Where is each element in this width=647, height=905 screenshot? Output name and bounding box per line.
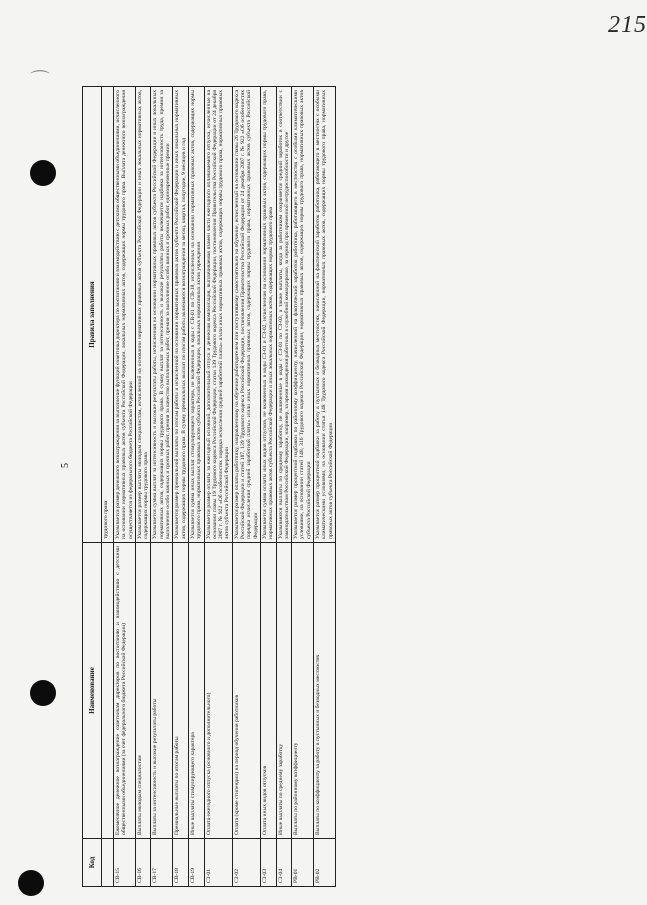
row-name: Оплата иных видов отпусков bbox=[260, 543, 276, 839]
table-row bbox=[260, 87, 276, 887]
pencil-mark-icon: ⌒ bbox=[30, 70, 50, 92]
row-name: Иные выплаты стимулирующего характера bbox=[188, 543, 204, 839]
row-rules: Указывается размер денежного вознаграждения за выполнение функций советника директора по воспитанию и взаимодействию с детскими общественными объединениями, исчисленного на основании нормативных правовых актов субъекта Российской Федерации, локальных нормативных актов, содержащих нормы трудового права. Выплата денежного вознаграждения осуществляется из федерального бюджета Российской Федерации bbox=[114, 87, 136, 543]
row-code: СВ-19 bbox=[188, 839, 204, 887]
continuation-text: трудового права bbox=[102, 87, 114, 543]
table-row bbox=[314, 87, 336, 887]
row-code: СВ-18 bbox=[173, 839, 189, 887]
row-name: Выплаты за интенсивность и высокие результаты работы bbox=[151, 543, 173, 839]
codes-table bbox=[82, 86, 336, 887]
row-code: РВ-01 bbox=[292, 839, 314, 887]
page-number-handwritten: 215 bbox=[608, 12, 647, 38]
row-rules: Указывается сумма оплаты иных видов отпусков, не включенных в коды СЗ-01 и СЗ-02, исчисленная на основании нормативных правовых актов, содержащих нормы трудового права, нормативных правовых актов субъекта Российской Федерации и иных локальных нормативных актов, содержащих нормы трудового права bbox=[260, 87, 276, 543]
table-row bbox=[135, 87, 151, 887]
row-code: РВ-02 bbox=[314, 839, 336, 887]
header-rules: Правила заполнения bbox=[83, 87, 102, 543]
table-row bbox=[114, 87, 136, 887]
row-name: Выплаты по районному коэффициенту bbox=[292, 543, 314, 839]
table-row bbox=[276, 87, 292, 887]
row-code: СВ-17 bbox=[151, 839, 173, 887]
table-row bbox=[232, 87, 260, 887]
row-code: СЗ-02 bbox=[232, 839, 260, 887]
row-rules: Указывается сумма иных выплат стимулирующего характера, не включенных в коды с СВ-01 по СВ-18, исчисленных на основании нормативных правовых актов, содержащих нормы трудового права, нормативных правовых актов субъекта Российской Федерации, локальных нормативных актов учреждения bbox=[188, 87, 204, 543]
row-code: СВ-15 bbox=[114, 839, 136, 887]
row-code: СВ-16 bbox=[135, 839, 151, 887]
rotated-document-sheet bbox=[82, 87, 622, 887]
punch-hole-icon bbox=[18, 870, 44, 896]
row-name: Выплаты по коэффициенту за работу в пустынных и безводных местностях bbox=[314, 543, 336, 839]
row-rules: Указывается сумма выплат за интенсивность и высокие результаты работы, исчисленная на основании нормативных правовых актов субъекта Российской Федерации и иных локальных нормативных актов, содержащих нормы трудового права. В сумму выплат за интенсивность и высокие результаты работы включаются надбавка за интенсивность труда, премия за выполнение особо важных и срочных работ, премия за качество выполняемых работ, премия за выполнение особо важных и срочных работ, единовременные премии bbox=[151, 87, 173, 543]
row-rules: Указывается размер оплаты за ежегодный основной, дополнительный отпуск и денежная компенсация, выплачиваемая взамен части ежегодного оплачиваемого отпуска, исчисленные на основании главы 19 Трудового кодекса Российской Федерации, статьи 139 Трудового кодекса Российской Федерации, постановления Правительства Российской Федерации от 24 декабря 2007 г. № 922 «Об особенностях порядка исчисления средней заработной платы» и/или иных нормативных правовых актов, содержащих нормы трудового права, нормативных правовых актов субъекта Российской Федерации bbox=[204, 87, 232, 543]
header-name: Наименование bbox=[83, 543, 102, 839]
table-header-row bbox=[83, 87, 102, 887]
table-row bbox=[292, 87, 314, 887]
table-row-continuation bbox=[102, 87, 114, 887]
row-name: Оплата (кроме стипендии) на период обучения работников bbox=[232, 543, 260, 839]
punch-hole-icon bbox=[30, 160, 56, 186]
row-name: Иные выплаты по среднему заработку bbox=[276, 543, 292, 839]
table-row bbox=[151, 87, 173, 887]
row-rules: Указывается размер процентной надбавки за работу в пустынных и безводных местностях, начисленной на фактический заработок работника, работающего в местностях с особыми климатическими условиями, на основании статьи 148 Трудового кодекса Российской Федерации, нормативных правовых актов, содержащих нормы трудового права, нормативных правовых актов субъекта Российской Федерации bbox=[314, 87, 336, 543]
row-rules: Указывается размер выплаты молодым специалистам, исчисленной на основании нормативных правовых актов субъекта Российской Федерации и иных локальных нормативных актов, содержащих нормы трудового права bbox=[135, 87, 151, 543]
table-row bbox=[173, 87, 189, 887]
row-rules: Указывается размер процентной надбавки по районному коэффициенту, начисленной на фактический заработок работника, работающего в местностях с особыми климатическими условиями, на основании статей 148, 316 Трудового кодекса Российской Федерации, нормативных правовых актов, содержащих нормы трудового права, нормативных правовых актов субъекта Российской Федерации bbox=[292, 87, 314, 543]
row-code: СЗ-03 bbox=[260, 839, 276, 887]
row-name: Ежемесячное денежное вознаграждение советникам директоров по воспитанию и взаимодействию с детскими общественными объединениями (за счет федерального бюджета Российской Федерации) bbox=[114, 543, 136, 839]
table-row bbox=[188, 87, 204, 887]
row-code: СЗ-04 bbox=[276, 839, 292, 887]
header-code: Код bbox=[83, 839, 102, 887]
folio-number: 5 bbox=[60, 463, 71, 468]
row-code: СЗ-01 bbox=[204, 839, 232, 887]
row-rules: Указываются выплаты по среднему заработку, не включенные в коды с СЗ-01 по СЗ-03, а также выплаты, когда за работником сохраняется средний заработок в соответствии с законодательством Российской Федерации, например, за время нахождения работника в служебной командировке, за период при временной нетрудоспособности и другое bbox=[276, 87, 292, 543]
row-name: Выплаты молодым специалистам bbox=[135, 543, 151, 839]
table-row bbox=[204, 87, 232, 887]
row-name: Премиальные выплаты по итогам работы bbox=[173, 543, 189, 839]
row-name: Оплата ежегодного отпуска (основного и дополнительного) bbox=[204, 543, 232, 839]
row-rules: Указывается размер оплаты работнику, направленному на обучение работодателем или поступившему самостоятельно на обучение, исчисленный на основании главы 26 Трудового кодекса Российской Федерации и статей 187, 139 Трудового кодекса Российской Федерации, постановления Правительства Российской Федерации от 24 декабря 2007 г. № 922 «Об особенностях порядка исчисления средней заработной платы» и/или иных нормативных правовых актов, содержащих нормы трудового права, нормативных правовых актов субъекта Российской Федерации bbox=[232, 87, 260, 543]
row-rules: Указывается размер премиальной выплаты по итогам работы и исчисленной на основании нормативных правовых актов субъекта Российской Федерации и иных локальных нормативных актов, содержащих нормы трудового права. В сумму премиальных выплат по итогам работы включаются вознаграждения за месяц, квартал, полугодие, 9 месяцев и год bbox=[173, 87, 189, 543]
punch-hole-icon bbox=[30, 680, 56, 706]
